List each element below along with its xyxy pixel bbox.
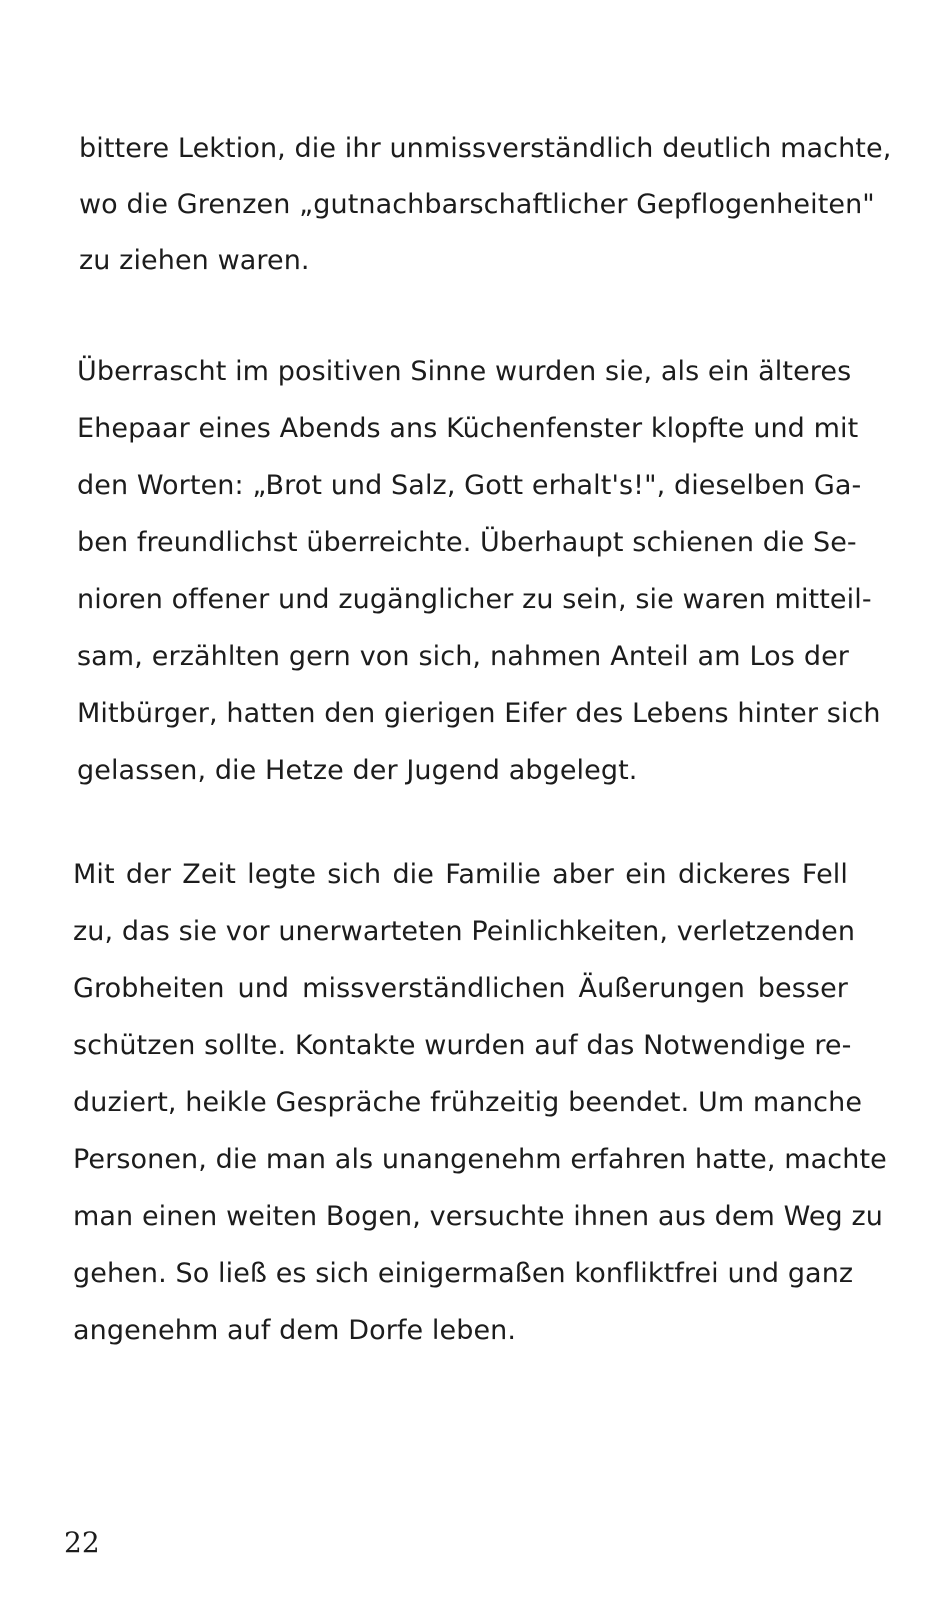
text-line: angenehm auf dem Dorfe leben. bbox=[73, 1315, 517, 1346]
text-line: ben freundlichst überreichte. Überhaupt schienen die Se- bbox=[77, 527, 857, 558]
text-line: man einen weiten Bogen, versuchte ihnen aus dem Weg zu bbox=[73, 1201, 883, 1232]
text-line: zu, das sie vor unerwarteten Peinlichkeiten, verletzenden bbox=[73, 916, 856, 947]
text-line: nioren offener und zugänglicher zu sein, sie waren mitteil- bbox=[77, 584, 872, 615]
text-line: zu ziehen waren. bbox=[79, 245, 310, 276]
text-line: schützen sollte. Kontakte wurden auf das Notwendige re- bbox=[73, 1030, 852, 1061]
page-number: 22 bbox=[64, 1526, 100, 1559]
text-line: gelassen, die Hetze der Jugend abgelegt. bbox=[77, 755, 638, 786]
text-line: sam, erzählten gern von sich, nahmen Anteil am Los der bbox=[77, 641, 849, 672]
paragraph-1 bbox=[79, 132, 892, 276]
paragraph-3 bbox=[73, 858, 887, 1348]
paragraph-2 bbox=[77, 355, 881, 786]
text-line: Überrascht im positiven Sinne wurden sie, als ein älteres bbox=[77, 356, 852, 387]
text-line: den Worten: „Brot und Salz, Gott erhalt's!", dieselben Ga- bbox=[77, 470, 862, 501]
text-line: Grobheiten und missverständlichen Äußerungen besser bbox=[73, 973, 848, 1004]
text-line: wo die Grenzen „gutnachbarschaftlicher Gepflogenheiten" bbox=[79, 189, 875, 220]
text-line: bittere Lektion, die ihr unmissverständlich deutlich machte, bbox=[79, 133, 892, 164]
text-line: duziert, heikle Gespräche frühzeitig beendet. Um manche bbox=[73, 1087, 863, 1118]
text-line: gehen. So ließ es sich einigermaßen konfliktfrei und ganz bbox=[73, 1258, 854, 1289]
text-line: Ehepaar eines Abends ans Küchenfenster klopfte und mit bbox=[77, 413, 859, 444]
text-line: Personen, die man als unangenehm erfahren hatte, machte bbox=[73, 1144, 887, 1175]
text-line: Mit der Zeit legte sich die Familie aber ein dickeres Fell bbox=[73, 859, 848, 890]
text-line: Mitbürger, hatten den gierigen Eifer des Lebens hinter sich bbox=[77, 698, 881, 729]
